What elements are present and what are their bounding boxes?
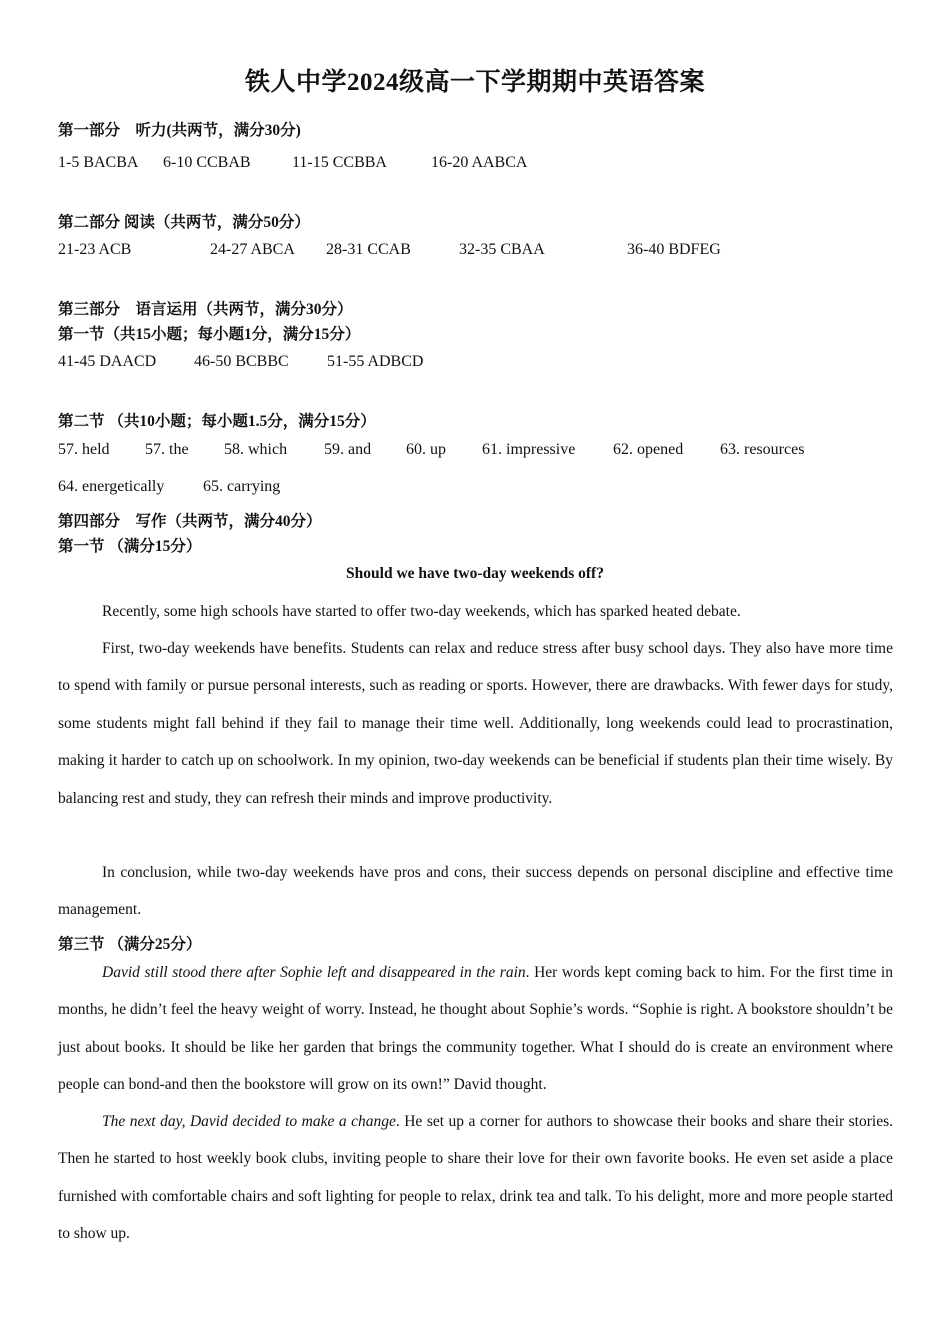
answer-item: 64. energetically xyxy=(58,478,165,495)
answer-item: 57. the xyxy=(145,441,189,458)
answer-group: 41-45 DAACD xyxy=(58,353,157,370)
answer-group: 46-50 BCBBC xyxy=(194,353,289,370)
answer-item: 60. up xyxy=(406,441,446,458)
answer-item: 65. carrying xyxy=(203,478,281,495)
essay-paragraph: First, two-day weekends have benefits. Students can relax and reduce stress after busy school days. They also have more time to spend with family or pursue personal interests, such as reading or sports. However, there are drawbacks. With fewer days for study, some students might fall behind if they fail to manage their time well. Additionally, long weekends could lead to procrastination, making it harder to catch up on schoolwork. In my opinion, two-day weekends can be beneficial if students plan their time wisely. By balancing rest and study, they can refresh their minds and improve productivity. xyxy=(58,640,893,807)
part3-heading: 第三部分 语言运用（共两节，满分30分） xyxy=(58,301,353,318)
story-paragraph-text: . Her words kept coming back to him. For the first time in months, he didn’t feel the heavy weight of worry. Instead, he thought about Sophie’s words. “Sophie is right. A bookstore shouldn’t be just about books. It should be like her garden that brings the community together. What I should do is create an environment where people can bond-and then the bookstore will grow on its own!” David thought. xyxy=(58,964,893,1094)
answer-group: 1-5 BACBA xyxy=(58,154,139,171)
story-opening-sentence: The next day, David decided to make a change xyxy=(102,1113,396,1130)
answer-item: 59. and xyxy=(324,441,372,458)
part3-section2-heading: 第二节 （共10小题；每小题1.5分，满分15分） xyxy=(58,413,376,430)
page-title: 铁人中学2024级高一下学期期中英语答案 xyxy=(244,69,705,96)
answer-group: 24-27 ABCA xyxy=(210,241,295,258)
answer-group: 21-23 ACB xyxy=(58,241,132,258)
answer-item: 58. which xyxy=(224,441,288,458)
answer-item: 57. held xyxy=(58,441,110,458)
answer-group: 51-55 ADBCD xyxy=(327,353,424,370)
story-paragraph xyxy=(58,954,893,1104)
part1-answers-row xyxy=(0,154,950,176)
part3-section2-answers-row-2 xyxy=(0,478,950,500)
essay-paragraph: Recently, some high schools have started to offer two-day weekends, which has sparked heated debate. xyxy=(102,603,741,620)
answer-group: 28-31 CCAB xyxy=(326,241,411,258)
part4-section1-heading: 第一节 （满分15分） xyxy=(58,538,202,555)
answer-item: 63. resources xyxy=(720,441,805,458)
answer-group: 6-10 CCBAB xyxy=(163,154,251,171)
part3-section1-heading: 第一节（共15小题；每小题1分，满分15分） xyxy=(58,326,361,343)
part3-section1-answers-row xyxy=(0,353,950,375)
essay-paragraph: In conclusion, while two-day weekends have pros and cons, their success depends on personal discipline and effective time management. xyxy=(58,864,893,919)
answer-group: 32-35 CBAA xyxy=(459,241,545,258)
part3-section2-answers-row xyxy=(0,441,950,463)
answer-item: 62. opened xyxy=(613,441,684,458)
part1-heading: 第一部分 听力(共两节，满分30分) xyxy=(58,122,301,139)
story-paragraph xyxy=(58,1103,893,1253)
answer-group: 16-20 AABCA xyxy=(431,154,528,171)
part4-heading: 第四部分 写作（共两节，满分40分） xyxy=(58,513,322,530)
answer-group: 36-40 BDFEG xyxy=(627,241,721,258)
part4-section3-heading: 第三节 （满分25分） xyxy=(58,936,202,953)
story-paragraph-text: . He set up a corner for authors to showcase their books and share their stories. Then he started to host weekly book clubs, inviting people to share their love for their own favorite books. He even set aside a place furnished with comfortable chairs and soft lighting for people to relax, drink tea and talk. To his delight, more and more people started to show up. xyxy=(58,1113,893,1243)
essay-title: Should we have two-day weekends off? xyxy=(346,565,604,582)
story-opening-sentence: David still stood there after Sophie left and disappeared in the rain xyxy=(102,964,526,981)
answer-item: 61. impressive xyxy=(482,441,576,458)
part2-heading: 第二部分 阅读（共两节，满分50分） xyxy=(58,214,310,231)
part2-answers-row xyxy=(0,241,950,263)
answer-group: 11-15 CCBBA xyxy=(292,154,387,171)
